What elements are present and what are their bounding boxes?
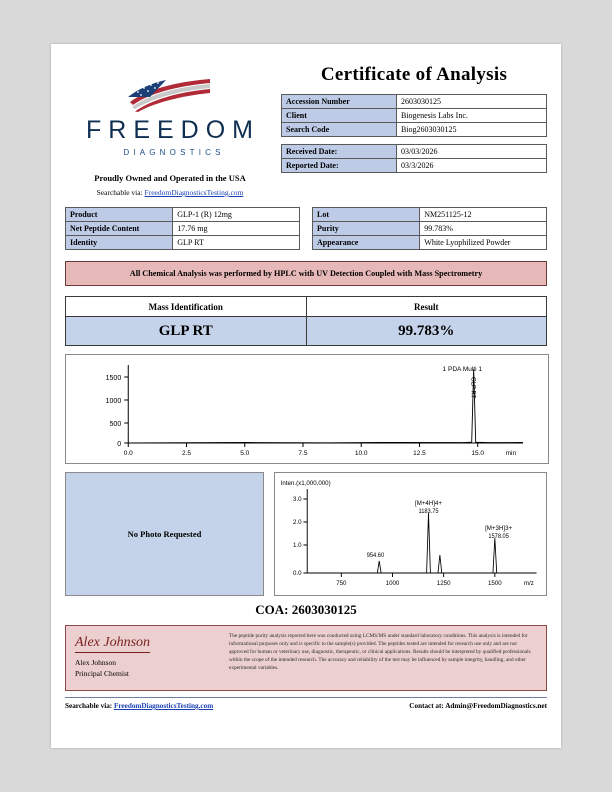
company-logo-block — [65, 58, 275, 197]
page-title: Certificate of Analysis — [320, 64, 508, 85]
document-footer — [65, 697, 547, 710]
result-header: Result — [306, 297, 547, 317]
svg-text:1500: 1500 — [105, 375, 122, 382]
company-name: FREEDOM — [86, 116, 260, 144]
table-row — [282, 109, 547, 123]
svg-text:2.0: 2.0 — [292, 518, 302, 527]
client-value: Biogenesis Labs Inc. — [397, 109, 547, 123]
searchable-label: Searchable via: — [96, 188, 143, 197]
table-row — [282, 145, 547, 159]
certificate-page — [51, 44, 561, 748]
signature-block — [65, 625, 547, 691]
accession-number-value: 2603030125 — [397, 95, 547, 109]
purity-value: 99.783% — [420, 222, 547, 236]
table-row — [66, 236, 300, 250]
table-row — [66, 222, 300, 236]
table-row — [313, 222, 547, 236]
table-header-row — [66, 297, 547, 317]
received-date-value: 03/03/2026 — [397, 145, 547, 159]
accession-table — [281, 94, 547, 173]
product-table — [65, 207, 300, 250]
purity-label: Purity — [313, 222, 420, 236]
mass-identification-header: Mass Identification — [66, 297, 307, 317]
svg-text:[M+3H]3+: [M+3H]3+ — [485, 524, 513, 533]
photo-placeholder: No Photo Requested — [65, 472, 264, 596]
svg-text:3.0: 3.0 — [292, 495, 302, 504]
product-label: Product — [66, 208, 173, 222]
analysis-method-banner: All Chemical Analysis was performed by HPLC with UV Detection Coupled with Mass Spectrometry — [65, 261, 547, 286]
net-peptide-content-label: Net Peptide Content — [66, 222, 173, 236]
flag-icon — [126, 76, 214, 112]
footer-searchable-link[interactable]: FreedomDiagnosticsTesting.com — [113, 702, 214, 710]
mass-identification-value: GLP RT — [66, 317, 307, 346]
svg-text:1000: 1000 — [385, 579, 400, 588]
chromatogram-chart — [65, 354, 549, 464]
lot-info-block — [312, 207, 547, 250]
svg-text:[M+4H]4+: [M+4H]4+ — [414, 499, 443, 508]
footer-searchable — [65, 702, 213, 710]
appearance-label: Appearance — [313, 236, 420, 250]
svg-text:12.5: 12.5 — [413, 450, 426, 457]
svg-text:1578.05: 1578.05 — [488, 533, 509, 541]
signer-info — [75, 633, 225, 683]
footer-contact: Contact at: Admin@FreedomDiagnostics.net — [409, 702, 547, 710]
signature-script: Alex Johnson — [75, 635, 150, 653]
search-code-value: Biog2603030125 — [397, 123, 547, 137]
svg-text:7.5: 7.5 — [298, 450, 308, 457]
svg-text:1500: 1500 — [487, 579, 502, 588]
table-row — [282, 95, 547, 109]
received-date-label: Received Date: — [282, 145, 397, 159]
result-value: 99.783% — [306, 317, 547, 346]
mass-spectrum-chart — [274, 472, 547, 596]
client-label: Client — [282, 109, 397, 123]
company-tagline: Proudly Owned and Operated in the USA — [94, 173, 246, 183]
svg-text:5.0: 5.0 — [240, 450, 250, 457]
table-row — [313, 236, 547, 250]
svg-text:0.0: 0.0 — [292, 569, 302, 578]
lot-label: Lot — [313, 208, 420, 222]
signer-role: Principal Chemist — [75, 669, 129, 678]
svg-text:m/z: m/z — [523, 579, 534, 588]
search-code-label: Search Code — [282, 123, 397, 137]
signer-name: Alex Johnson — [75, 658, 117, 667]
svg-text:1000: 1000 — [105, 398, 122, 405]
product-info-block — [65, 207, 300, 250]
svg-text:954.60: 954.60 — [366, 552, 385, 560]
identity-label: Identity — [66, 236, 173, 250]
table-spacer — [282, 137, 547, 145]
header-right — [275, 58, 547, 173]
appearance-value: White Lyophilized Powder — [420, 236, 547, 250]
svg-text:1250: 1250 — [436, 579, 451, 588]
coa-number: COA: 2603030125 — [255, 602, 357, 617]
table-row — [66, 317, 547, 346]
product-value: GLP-1 (R) 12mg — [173, 208, 300, 222]
mass-identification-table — [65, 296, 547, 346]
svg-text:2.5: 2.5 — [181, 450, 192, 457]
sample-info-row — [65, 207, 547, 250]
svg-text:10.0: 10.0 — [354, 450, 368, 457]
searchable-line — [65, 188, 275, 197]
table-row — [313, 208, 547, 222]
table-row — [282, 159, 547, 173]
svg-text:Inten.(x1,000,000): Inten.(x1,000,000) — [280, 479, 331, 488]
svg-text:0: 0 — [117, 441, 122, 448]
lot-value: NM251125-12 — [420, 208, 547, 222]
document-header — [65, 58, 547, 197]
disclaimer-text: The peptide purity analysis reported here was conducted using LCMS/MS under standard laboratory conditions. This analysis is intended for informational purposes only and is specific to the sample(s) provided. The peptides tested are intended for research use only and are not approved for human or veterinary use, diagnostic, therapeutic, or clinical applications. Results should be interpreted by qualified professionals within the scope of the intended research. The accuracy and reliability of the test may be influenced by sample integrity, handling, and other experimental variables. — [229, 633, 531, 671]
svg-text:GLP RT: GLP RT — [469, 377, 476, 399]
searchable-link[interactable]: FreedomDiagnosticsTesting.com — [144, 188, 244, 197]
net-peptide-content-value: 17.76 mg — [173, 222, 300, 236]
svg-text:0.0: 0.0 — [123, 450, 133, 457]
identity-value: GLP RT — [173, 236, 300, 250]
svg-text:750: 750 — [336, 579, 347, 588]
company-subtitle: DIAGNOSTICS — [123, 148, 225, 157]
accession-number-label: Accession Number — [282, 95, 397, 109]
lot-table — [312, 207, 547, 250]
reported-date-value: 03/3/2026 — [397, 159, 547, 173]
svg-text:15.0: 15.0 — [471, 450, 485, 457]
svg-text:1 PDA Multi 1: 1 PDA Multi 1 — [442, 366, 483, 373]
svg-text:1.0: 1.0 — [292, 541, 302, 550]
svg-text:min: min — [505, 450, 517, 457]
lower-panels — [65, 472, 547, 596]
svg-text:500: 500 — [109, 421, 122, 428]
svg-text:1183.75: 1183.75 — [418, 508, 439, 516]
reported-date-label: Reported Date: — [282, 159, 397, 173]
footer-searchable-label: Searchable via: — [65, 702, 113, 710]
table-row — [282, 123, 547, 137]
table-row — [66, 208, 300, 222]
